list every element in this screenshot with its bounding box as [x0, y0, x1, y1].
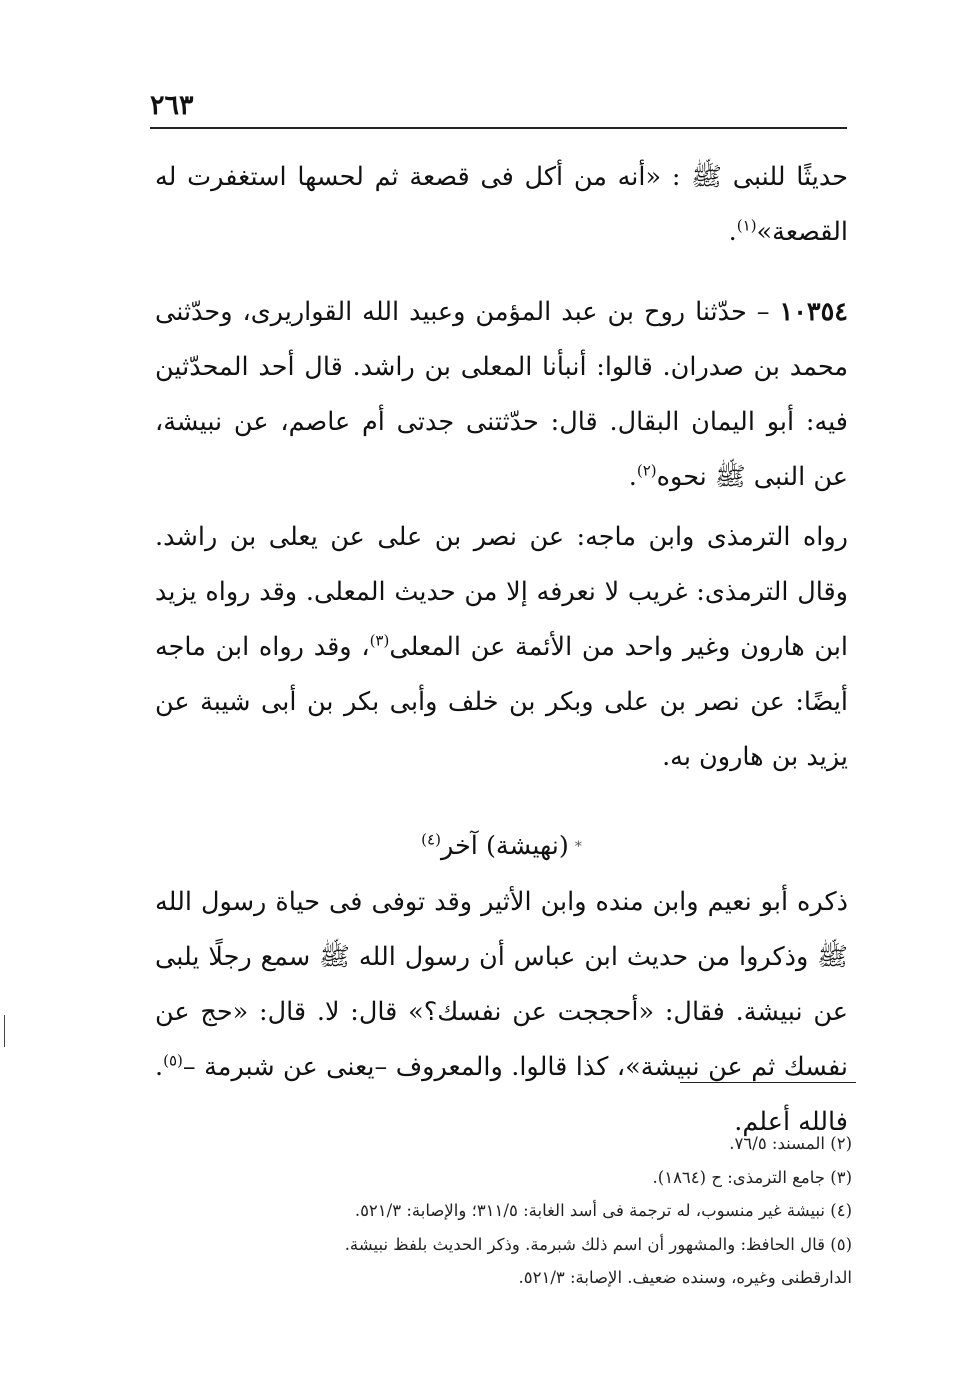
hadith-number: ١٠٣٥٤	[779, 297, 848, 327]
header-rule	[150, 127, 847, 129]
paragraph-4-text-a: ذكره أبو نعيم وابن منده وابن الأثير وقد توفى فى حياة رسول الله ﷺ وذكروا من حديث ابن عباس أن رسول الله ﷺ سمع رجلًا يلبى عن نبيشة. فقال: «أحججت عن نفسك؟» قال: لا. قال: «حج عن نفسك ثم عن نبيشة»، كذا قالوا. والمعروف –يعنى عن شبرمة –	[155, 886, 848, 1082]
footnote-ref-5: (٥)	[163, 1051, 183, 1069]
footnotes	[160, 1127, 852, 1295]
footnote-3: (٣) جامع الترمذى: ح (١٨٦٤).	[652, 1167, 852, 1187]
margin-mark	[4, 1015, 5, 1047]
paragraph-1	[155, 150, 848, 260]
footnote-5-continuation: الدارقطنى وغيره، وسنده ضعيف. الإصابة: ٥٢١/٣.	[518, 1268, 852, 1287]
paragraph-2-end: .	[628, 462, 637, 492]
main-text	[155, 150, 848, 1150]
paragraph-3	[155, 510, 848, 785]
paragraph-2-text: – حدّثنا روح بن عبد المؤمن وعبيد الله القواريرى، وحدّثنى محمد بن صدران. قالوا: أنبأنا المعلى بن راشد. قال أحد المحدّثين فيه: أبو اليمان البقال. قال: حدّثتنى جدتى أم عاصم، عن نبيشة، عن النبى ﷺ نحوه	[155, 297, 848, 492]
paragraph-4-text-b: . فالله أعلم.	[155, 1051, 848, 1137]
paragraph-3-text-b: ، وقد رواه ابن ماجه أيضًا: عن نصر بن على وبكر بن خلف وأبى بكر بن أبى شيبة عن يزيد بن هارون به.	[155, 632, 848, 772]
asterisk-icon: *	[574, 838, 582, 855]
footnote-5: (٥) قال الحافظ: والمشهور أن اسم ذلك شبرمة. وذكر الحديث بلفظ نبيشة.	[344, 1234, 852, 1254]
section-heading-text: (نهيشة) آخر	[440, 831, 569, 861]
section-heading	[155, 819, 848, 875]
footnote-ref-4: (٤)	[421, 830, 441, 849]
footnote-2: (٢) المسند: ٧٦/٥.	[729, 1134, 852, 1153]
paragraph-4	[155, 875, 848, 1150]
paragraph-1-end: .	[728, 217, 737, 247]
paragraph-hadith-10354	[155, 285, 848, 505]
footnote-ref-1: (١)	[736, 216, 757, 235]
paragraph-1-text: حديثًا للنبى ﷺ : «أنه من أكل فى قصعة ثم لحسها استغفرت له القصعة»	[155, 162, 848, 247]
footnote-ref-3: (٣)	[369, 631, 390, 650]
footnote-rule	[680, 1082, 856, 1083]
footnote-ref-2: (٢)	[636, 461, 657, 480]
paragraph-3-text-a: رواه الترمذى وابن ماجه: عن نصر بن على عن يعلى بن راشد. وقال الترمذى: غريب لا نعرفه إلا من حديث المعلى. وقد رواه يزيد ابن هارون وغير واحد من الأئمة عن المعلى	[155, 522, 848, 662]
page-number: ٢٦٣	[150, 90, 194, 121]
footnote-4: (٤) نبيشة غير منسوب، له ترجمة فى أسد الغابة: ٣١١/٥؛ والإصابة: ٥٢١/٣.	[354, 1201, 852, 1220]
